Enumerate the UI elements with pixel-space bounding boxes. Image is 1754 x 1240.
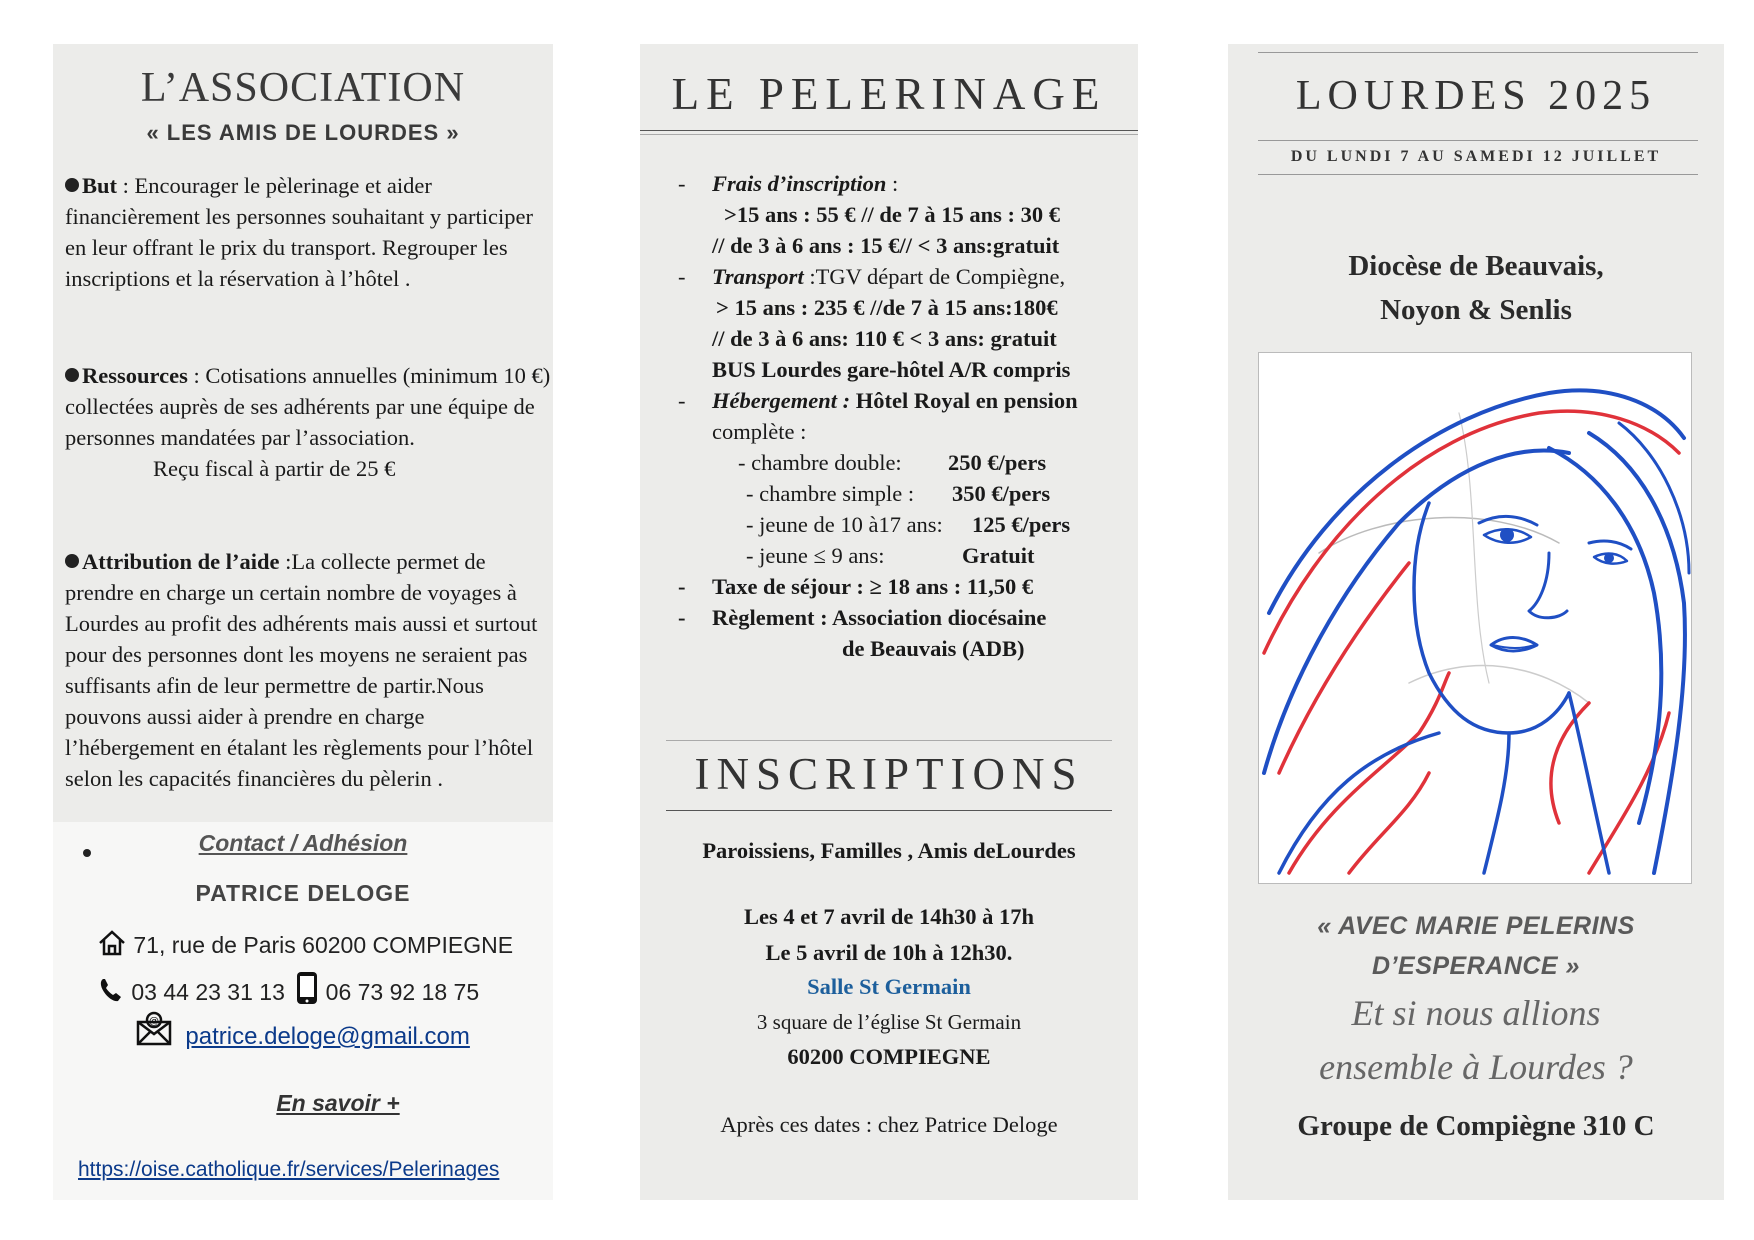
audience: Paroissiens, Familles , Amis deLourdes: [702, 838, 1076, 863]
list-item: de Beauvais (ADB): [842, 636, 1025, 661]
address-row: [97, 929, 513, 959]
pelerinage-panel: [640, 44, 1138, 1200]
phone-row: [97, 970, 479, 1006]
script-line-1: Et si nous allions: [1351, 993, 1601, 1033]
website-link[interactable]: https://oise.catholique.fr/services/Pelerinages: [78, 1158, 500, 1181]
list-item: - Frais d’inscription :: [678, 171, 899, 196]
but-paragraph: [65, 170, 553, 294]
list-item: BUS Lourdes gare-hôtel A/R compris: [712, 357, 1071, 382]
inscription-date-2: Le 5 avril de 10h à 12h30.: [765, 940, 1013, 965]
bullet-icon: [65, 554, 79, 568]
divider: [666, 740, 1112, 741]
association-panel: [53, 44, 553, 1200]
email-link[interactable]: patrice.deloge@gmail.com: [185, 1023, 470, 1050]
virgin-mary-illustration: [1258, 352, 1692, 884]
list-item: // de 3 à 6 ans: 110 € < 3 ans: gratuit: [712, 326, 1057, 351]
svg-text:@: @: [149, 1016, 159, 1027]
but-text: : Encourager le pèlerinage et aider financièrement les personnes souhaitant y participer en leur offrant le prix du transport. Regrouper les inscriptions et la réservation à l’hôtel .: [65, 173, 533, 291]
home-icon: [97, 929, 127, 957]
slogan: [1228, 906, 1724, 986]
invitation-script: [1228, 986, 1724, 1094]
mobile-number[interactable]: 06 73 92 18 75: [325, 979, 480, 1005]
room-row: - jeune de 10 à17 ans: 125 €/pers: [746, 512, 1071, 537]
divider: [1258, 140, 1698, 141]
groupe-name: Groupe de Compiègne 310 C: [1297, 1110, 1655, 1142]
association-title: L’ASSOCIATION: [140, 65, 466, 111]
diocese-line-2: Noyon & Senlis: [1380, 294, 1572, 326]
venue-name: Salle St Germain: [807, 974, 971, 999]
mobile-phone-icon: [295, 970, 319, 1006]
phone-icon: [97, 976, 125, 1004]
script-line-2: ensemble à Lourdes ?: [1319, 1047, 1633, 1087]
lourdes-title: LOURDES 2025: [1295, 73, 1657, 119]
diocese-name: [1228, 244, 1724, 332]
divider: [640, 130, 1138, 131]
pilgrimage-dates: DU LUNDI 7 AU SAMEDI 12 JUILLET: [1290, 148, 1662, 165]
list-item: - Taxe de séjour : ≥ 18 ans : 11,50 €: [678, 574, 1034, 599]
contact-adhesion-link[interactable]: Contact / Adhésion: [198, 830, 408, 856]
ressources-label: Ressources: [82, 363, 188, 388]
inscriptions-title: INSCRIPTIONS: [694, 749, 1084, 799]
virgin-mary-drawing: [1259, 353, 1691, 883]
bullet-icon: [65, 368, 79, 382]
diocese-line-1: Diocèse de Beauvais,: [1348, 250, 1604, 282]
divider: [1258, 52, 1698, 53]
ressources-text: : Cotisations annuelles (minimum 10 €) collectées auprès de ses adhérents par une équipe de personnes mandatées par l’association.: [65, 363, 551, 450]
attribution-paragraph: [65, 546, 553, 794]
association-subtitle: « LES AMIS DE LOURDES »: [146, 120, 460, 145]
list-item: > 15 ans : 235 € //de 7 à 15 ans:180€: [716, 295, 1058, 320]
list-item: - Transport :TGV départ de Compiègne,: [678, 264, 1066, 289]
recu-fiscal: Reçu fiscal à partir de 25 €: [153, 456, 396, 481]
after-dates: Après ces dates : chez Patrice Deloge: [720, 1112, 1058, 1137]
divider: [640, 134, 1138, 135]
contact-name: PATRICE DELOGE: [195, 880, 411, 906]
attribution-label: Attribution de l’aide: [82, 549, 280, 574]
attribution-text: :La collecte permet de prendre en charge un certain nombre de voyages à Lourdes au profit des adhérents mais aussi et surtout pour des personnes dont les moyens ne seraient pas suffisants afin de leur permettre de partir.Nous pouvons aussi aider à prendre en charge l’hébergement en étalant les règlements pour l’hôtel selon les capacités financières du pèlerin .: [65, 549, 538, 791]
pelerinage-details: [678, 168, 1138, 664]
divider: [666, 810, 1112, 811]
address-text: 71, rue de Paris 60200 COMPIEGNE: [133, 932, 514, 958]
ressources-paragraph: [65, 360, 553, 484]
list-item: >15 ans : 55 € // de 7 à 15 ans : 30 €: [724, 202, 1060, 227]
divider: [1258, 174, 1698, 175]
phone-number[interactable]: 03 44 23 31 13: [131, 979, 285, 1005]
list-item: - Règlement : Association diocésaine: [678, 605, 1047, 630]
room-row: - chambre double: 250 €/pers: [738, 450, 1047, 475]
room-row: - chambre simple : 350 €/pers: [746, 481, 1051, 506]
en-savoir-plus-link[interactable]: En savoir +: [276, 1090, 400, 1116]
inscription-date-1: Les 4 et 7 avril de 14h30 à 17h: [744, 904, 1034, 929]
pelerinage-title: LE PELERINAGE: [671, 69, 1107, 119]
slogan-line-2: D’ESPERANCE »: [1372, 952, 1580, 980]
email-icon: [135, 1010, 173, 1046]
list-item: // de 3 à 6 ans : 15 €// < 3 ans:gratuit: [712, 233, 1060, 258]
venue-address: 3 square de l’église St Germain: [756, 1010, 1022, 1034]
venue-city: 60200 COMPIEGNE: [787, 1044, 991, 1069]
list-item: complète :: [712, 419, 807, 444]
room-row: - jeune ≤ 9 ans: Gratuit: [746, 543, 1035, 568]
list-item: - Hébergement : Hôtel Royal en pension: [678, 388, 1078, 413]
but-label: But: [82, 173, 118, 198]
cover-panel: [1228, 44, 1724, 1200]
email-row: [135, 1010, 470, 1051]
bullet-icon: [65, 178, 79, 192]
slogan-line-1: « AVEC MARIE PELERINS: [1317, 912, 1635, 940]
